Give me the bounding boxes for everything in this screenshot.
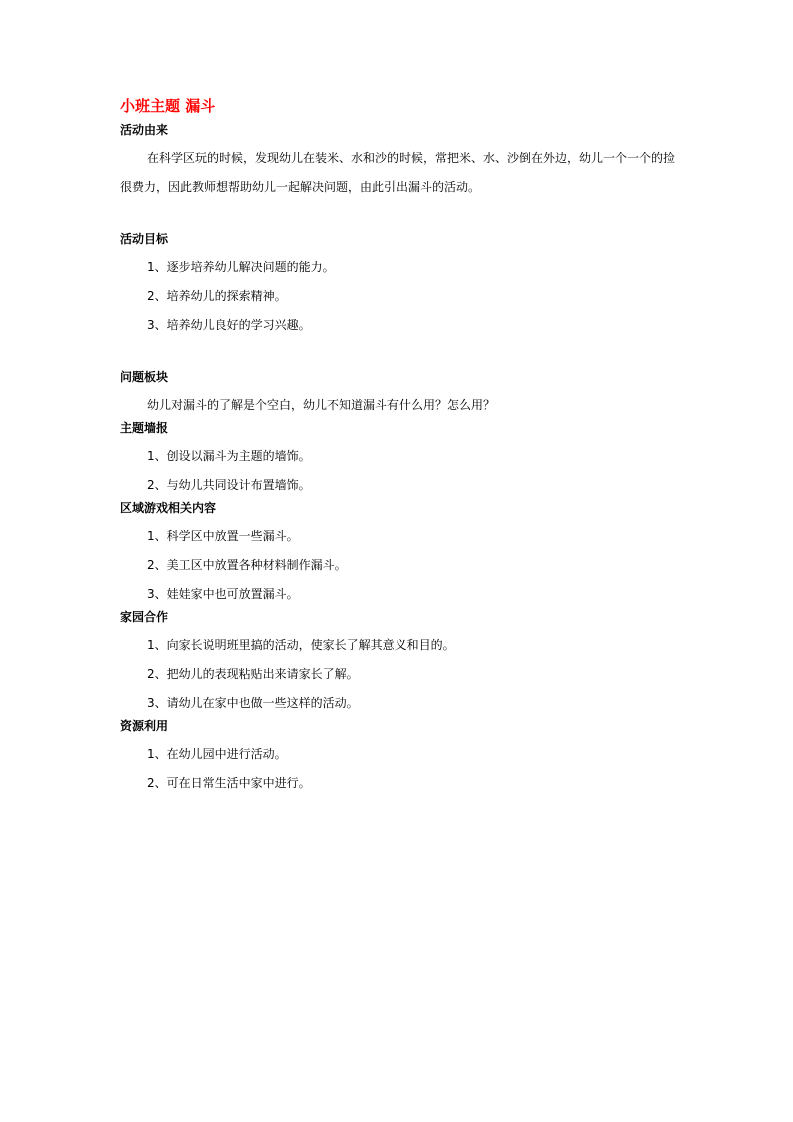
section-heading-goals: 活动目标 [120, 232, 169, 246]
goal-item: 1、逐步培养幼儿解决问题的能力。 [147, 260, 335, 274]
goal-item: 2、培养幼儿的探索精神。 [147, 289, 287, 303]
problem-paragraph: 幼儿对漏斗的了解是个空白，幼儿不知道漏斗有什么用？怎么用？ [147, 398, 496, 412]
section-origin [120, 122, 680, 202]
section-heading-origin: 活动由来 [120, 123, 169, 137]
resources-item: 1、在幼儿园中进行活动。 [147, 747, 287, 761]
section-heading-area: 区域游戏相关内容 [120, 501, 217, 515]
section-resources [120, 718, 680, 798]
section-area [120, 500, 680, 609]
section-heading-resources: 资源利用 [120, 719, 169, 733]
home-item: 3、请幼儿在家中也做一些这样的活动。 [147, 696, 359, 710]
wall-item: 2、与幼儿共同设计布置墙饰。 [147, 478, 311, 492]
wall-item: 1、创设以漏斗为主题的墙饰。 [147, 449, 311, 463]
document-page [120, 96, 680, 798]
resources-item: 2、可在日常生活中家中进行。 [147, 776, 311, 790]
area-item: 2、美工区中放置各种材料制作漏斗。 [147, 558, 347, 572]
home-item: 1、向家长说明班里搞的活动，使家长了解其意义和目的。 [147, 638, 455, 652]
section-wall [120, 420, 680, 500]
document-title: 小班主题 漏斗 [120, 97, 216, 115]
area-item: 1、科学区中放置一些漏斗。 [147, 529, 299, 543]
area-item: 3、娃娃家中也可放置漏斗。 [147, 587, 299, 601]
goal-item: 3、培养幼儿良好的学习兴趣。 [147, 318, 311, 332]
origin-paragraph: 在科学区玩的时候，发现幼儿在装米、水和沙的时候，常把米、水、沙倒在外边，幼儿一个一个的捡很费力，因此教师想帮助幼儿一起解决问题，由此引出漏斗的活动。 [120, 151, 676, 194]
section-heading-wall: 主题墙报 [120, 421, 169, 435]
section-problem [120, 369, 680, 420]
section-heading-problem: 问题板块 [120, 370, 169, 384]
section-home [120, 609, 680, 718]
home-item: 2、把幼儿的表现粘贴出来请家长了解。 [147, 667, 359, 681]
section-heading-home: 家园合作 [120, 610, 169, 624]
section-goals [120, 231, 680, 340]
